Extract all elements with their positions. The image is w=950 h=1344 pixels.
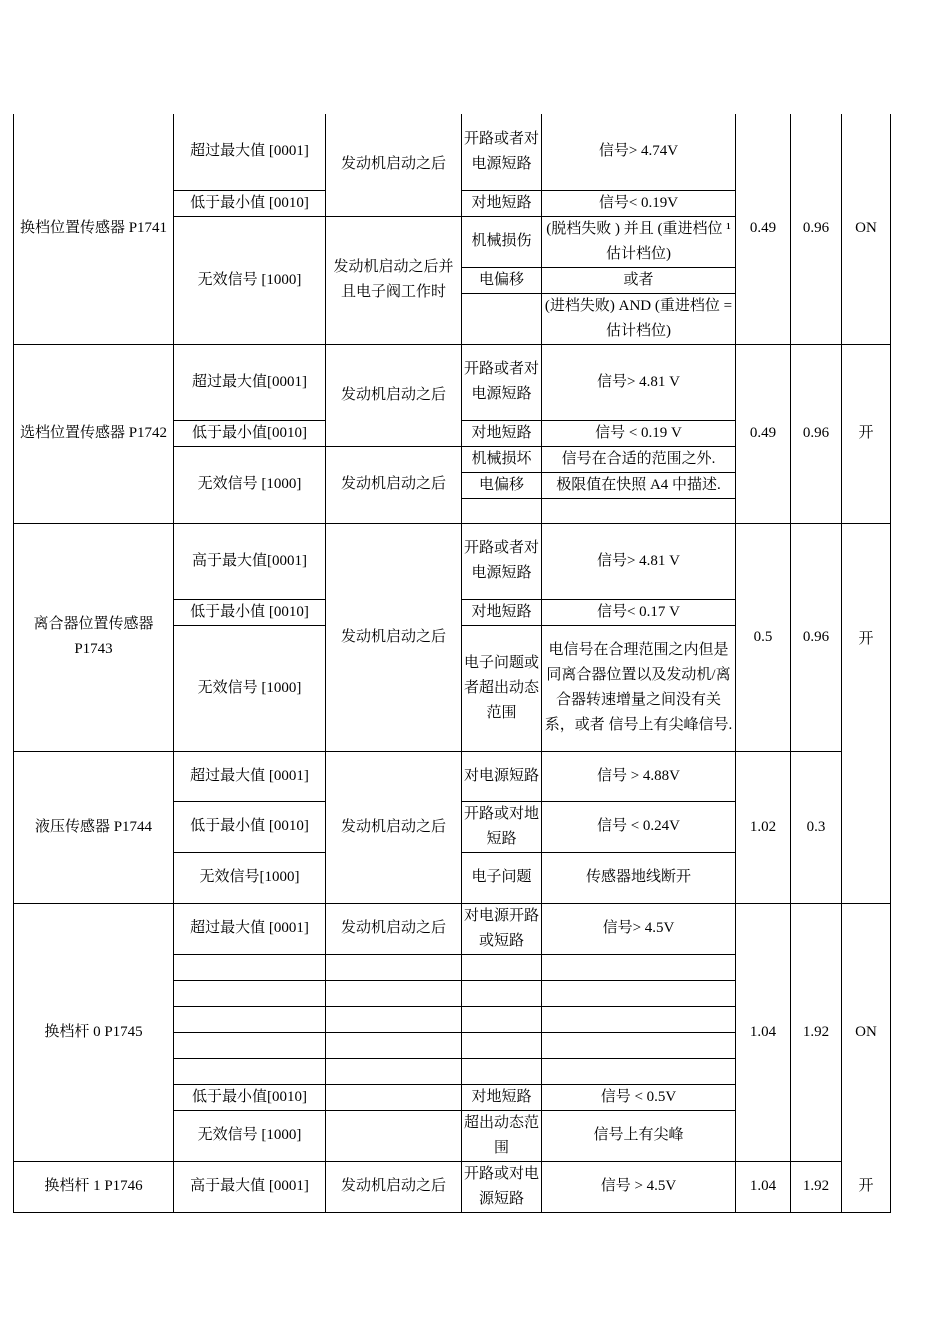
fault-description: 信号上有尖峰 <box>542 1110 736 1161</box>
fault-cause: 机械损伤 <box>462 216 542 267</box>
fault-cause: 开路或对电源短路 <box>462 1161 542 1212</box>
fault-cause: 开路或者对电源短路 <box>462 114 542 190</box>
trigger-condition: 发动机启动之后并且电子阀工作时 <box>326 216 462 344</box>
value-2: 1.92 <box>791 903 842 1161</box>
fault-code: 无效信号 [1000] <box>174 1110 326 1161</box>
value-1: 1.04 <box>736 1161 791 1212</box>
table-row <box>14 114 891 190</box>
fault-cause: 电子问题或者超出动态范围 <box>462 625 542 751</box>
fault-description: 信号 < 0.19 V <box>542 420 736 446</box>
fault-cause <box>462 293 542 344</box>
value-1: 1.04 <box>736 903 791 1161</box>
value-2: 0.3 <box>791 751 842 903</box>
fault-description: 信号在合适的范围之外. <box>542 446 736 472</box>
fault-description: 传感器地线断开 <box>542 852 736 903</box>
trigger-condition <box>326 1084 462 1110</box>
value-1: 1.02 <box>736 751 791 903</box>
value-2: 0.96 <box>791 344 842 523</box>
fault-description: 信号< 0.17 V <box>542 599 736 625</box>
fault-cause: 电偏移 <box>462 267 542 293</box>
fault-cause <box>462 498 542 523</box>
fault-description: 信号> 4.81 V <box>542 523 736 599</box>
value-2: 0.96 <box>791 523 842 751</box>
fault-code: 无效信号 [1000] <box>174 625 326 751</box>
fault-code: 高于最大值 [0001] <box>174 1161 326 1212</box>
fault-cause: 对地短路 <box>462 1084 542 1110</box>
fault-cause: 开路或对地短路 <box>462 801 542 852</box>
trigger-condition: 发动机启动之后 <box>326 114 462 216</box>
fault-code: 无效信号[1000] <box>174 852 326 903</box>
fault-code: 低于最小值[0010] <box>174 420 326 446</box>
fault-cause <box>462 980 542 1006</box>
sensor-name: 换档杆 1 P1746 <box>14 1161 174 1212</box>
table-row <box>14 523 891 599</box>
state: 开 <box>842 523 891 903</box>
state: 开 <box>842 1161 891 1212</box>
fault-description: 信号 > 4.5V <box>542 1161 736 1212</box>
fault-description <box>542 1006 736 1032</box>
fault-code: 超过最大值 [0001] <box>174 903 326 954</box>
trigger-condition <box>326 980 462 1006</box>
fault-description: (进档失败) AND (重进档位 = 估计档位) <box>542 293 736 344</box>
state: 开 <box>842 344 891 523</box>
fault-code: 高于最大值[0001] <box>174 523 326 599</box>
table-row <box>14 903 891 954</box>
fault-code: 超过最大值[0001] <box>174 344 326 420</box>
fault-code: 低于最小值 [0010] <box>174 190 326 216</box>
fault-cause: 对地短路 <box>462 599 542 625</box>
state: ON <box>842 903 891 1161</box>
trigger-condition: 发动机启动之后 <box>326 751 462 903</box>
fault-cause: 开路或者对电源短路 <box>462 523 542 599</box>
fault-cause: 对地短路 <box>462 190 542 216</box>
fault-description: 信号 < 0.5V <box>542 1084 736 1110</box>
trigger-condition <box>326 1032 462 1058</box>
sensor-name: 液压传感器 P1744 <box>14 751 174 903</box>
fault-cause: 对地短路 <box>462 420 542 446</box>
fault-description <box>542 1058 736 1084</box>
fault-cause: 电子问题 <box>462 852 542 903</box>
fault-cause <box>462 1032 542 1058</box>
fault-cause: 电偏移 <box>462 472 542 498</box>
fault-description: 信号> 4.5V <box>542 903 736 954</box>
fault-cause: 对电源开路或短路 <box>462 903 542 954</box>
value-1: 0.5 <box>736 523 791 751</box>
state: ON <box>842 114 891 344</box>
value-2: 1.92 <box>791 1161 842 1212</box>
fault-cause: 对电源短路 <box>462 751 542 801</box>
table-row <box>14 344 891 420</box>
trigger-condition <box>326 1058 462 1084</box>
fault-description <box>542 1032 736 1058</box>
trigger-condition: 发动机启动之后 <box>326 1161 462 1212</box>
table-row <box>14 751 891 801</box>
fault-description <box>542 954 736 980</box>
fault-description: 信号> 4.74V <box>542 114 736 190</box>
value-2: 0.96 <box>791 114 842 344</box>
fault-code: 低于最小值 [0010] <box>174 801 326 852</box>
fault-code <box>174 1032 326 1058</box>
fault-description: (脱档失败 ) 并且 (重进档位 ¹ 估计档位) <box>542 216 736 267</box>
fault-cause <box>462 1006 542 1032</box>
sensor-name: 换档杆 0 P1745 <box>14 903 174 1161</box>
value-1: 0.49 <box>736 344 791 523</box>
table-row <box>14 1161 891 1212</box>
sensor-fault-table <box>13 114 891 1213</box>
trigger-condition <box>326 954 462 980</box>
fault-code: 无效信号 [1000] <box>174 216 326 344</box>
fault-description: 信号< 0.19V <box>542 190 736 216</box>
fault-description: 信号> 4.81 V <box>542 344 736 420</box>
fault-cause: 超出动态范围 <box>462 1110 542 1161</box>
fault-description <box>542 498 736 523</box>
fault-code <box>174 1058 326 1084</box>
fault-code: 无效信号 [1000] <box>174 446 326 523</box>
trigger-condition <box>326 1006 462 1032</box>
fault-description: 极限值在快照 A4 中描述. <box>542 472 736 498</box>
sensor-name: 换档位置传感器 P1741 <box>14 114 174 344</box>
value-1: 0.49 <box>736 114 791 344</box>
trigger-condition <box>326 1110 462 1161</box>
trigger-condition: 发动机启动之后 <box>326 446 462 523</box>
fault-code: 超过最大值 [0001] <box>174 114 326 190</box>
sensor-name: 选档位置传感器 P1742 <box>14 344 174 523</box>
fault-cause: 开路或者对电源短路 <box>462 344 542 420</box>
fault-code <box>174 954 326 980</box>
trigger-condition: 发动机启动之后 <box>326 344 462 446</box>
fault-description <box>542 980 736 1006</box>
fault-code: 低于最小值 [0010] <box>174 599 326 625</box>
trigger-condition: 发动机启动之后 <box>326 523 462 751</box>
fault-description: 或者 <box>542 267 736 293</box>
fault-cause <box>462 1058 542 1084</box>
fault-code: 低于最小值[0010] <box>174 1084 326 1110</box>
fault-code: 超过最大值 [0001] <box>174 751 326 801</box>
fault-code <box>174 980 326 1006</box>
fault-code <box>174 1006 326 1032</box>
trigger-condition: 发动机启动之后 <box>326 903 462 954</box>
fault-description: 信号 > 4.88V <box>542 751 736 801</box>
fault-description: 信号 < 0.24V <box>542 801 736 852</box>
fault-cause <box>462 954 542 980</box>
fault-description: 电信号在合理范围之内但是同离合器位置以及发动机/离合器转速增量之间没有关系，或者 信号上有尖峰信号. <box>542 625 736 751</box>
fault-cause: 机械损坏 <box>462 446 542 472</box>
sensor-name: 离合器位置传感器 P1743 <box>14 523 174 751</box>
